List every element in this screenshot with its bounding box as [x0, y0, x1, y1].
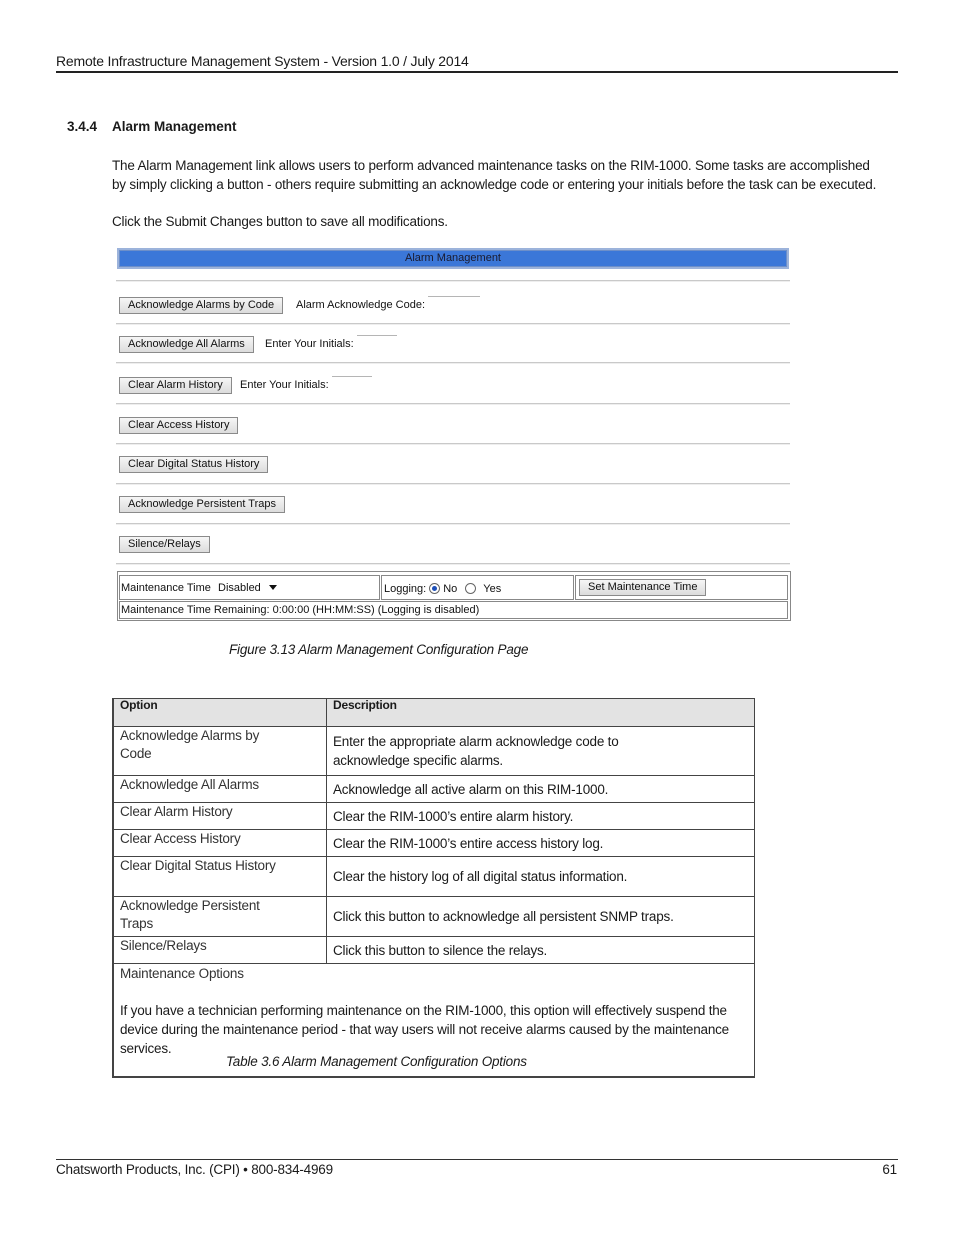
table-row: [113, 830, 755, 857]
option-cell: Acknowledge All Alarms: [113, 776, 327, 803]
row-divider: [116, 523, 790, 525]
section-number: 3.4.4: [67, 119, 98, 134]
maintenance-options-title: Maintenance Options: [120, 966, 244, 981]
table-row: [113, 897, 755, 937]
acknowledge-persistent-traps-button[interactable]: Acknowledge Persistent Traps: [119, 496, 285, 513]
logging-yes-label: Yes: [483, 583, 502, 595]
running-header: Remote Infrastructure Management System - Version 1.0 / July 2014: [56, 53, 469, 69]
figure-title: Alarm Management: [405, 252, 501, 264]
table-caption: Table 3.6 Alarm Management Configuration Options: [226, 1054, 527, 1069]
set-maintenance-time-button[interactable]: Set Maintenance Time: [579, 579, 706, 596]
figure-caption: Figure 3.13 Alarm Management Configuration Page: [229, 642, 529, 657]
logging-cell: [381, 575, 574, 600]
row-divider: [116, 362, 790, 364]
logging-no-radio[interactable]: [429, 583, 440, 594]
description-cell: Clear the history log of all digital status information.: [327, 857, 755, 897]
submit-paragraph: Click the Submit Changes button to save all modifications.: [112, 214, 448, 229]
row-divider: [116, 443, 790, 445]
row-divider: [116, 403, 790, 405]
initials-input[interactable]: [332, 376, 372, 377]
logging-label: Logging:: [384, 583, 427, 595]
option-cell: Clear Digital Status History: [113, 857, 327, 897]
row-divider: [116, 323, 790, 325]
table-row: [113, 776, 755, 803]
intro-paragraph: The Alarm Management link allows users to perform advanced maintenance tasks on the RIM-1000. Some tasks are accomplished by simply clicking a button - others require submitting an acknowledge code or entering your initials before the task can be executed.: [112, 158, 877, 192]
maintenance-time-cell: [119, 575, 380, 600]
row-divider: [116, 280, 790, 282]
maintenance-time-value: Disabled: [218, 582, 261, 594]
table-row: [113, 937, 755, 964]
option-cell: Acknowledge Persistent Traps: [113, 897, 327, 937]
description-cell: Click this button to silence the relays.: [327, 937, 755, 964]
set-time-cell: [575, 575, 788, 600]
footer-company: Chatsworth Products, Inc. (CPI) • 800-834-4969: [56, 1162, 333, 1177]
column-header-option: Option: [113, 699, 327, 727]
table-row: [113, 857, 755, 897]
maintenance-remaining-cell: [119, 601, 788, 619]
table-header-row: [113, 699, 755, 727]
logging-group: [384, 582, 501, 597]
section-title: Alarm Management: [112, 119, 237, 134]
table-row: [113, 803, 755, 830]
acknowledge-all-alarms-button[interactable]: Acknowledge All Alarms: [119, 336, 254, 353]
alarm-ack-code-label: Alarm Acknowledge Code:: [296, 299, 426, 311]
acknowledge-alarms-by-code-button[interactable]: Acknowledge Alarms by Code: [119, 297, 283, 314]
option-cell: Silence/Relays: [113, 937, 327, 964]
table-row: [113, 727, 755, 776]
option-cell: Acknowledge Alarms by Code: [113, 727, 327, 776]
description-cell: Click this button to acknowledge all persistent SNMP traps.: [327, 897, 755, 937]
figure-title-bar: [117, 248, 789, 269]
description-cell: Acknowledge all active alarm on this RIM-1000.: [327, 776, 755, 803]
alarm-ack-code-input[interactable]: [428, 296, 480, 297]
options-table: [112, 698, 755, 1078]
page-number: 61: [882, 1162, 897, 1177]
footer-rule: [56, 1159, 898, 1160]
column-header-description: Description: [327, 699, 755, 727]
option-cell: Clear Access History: [113, 830, 327, 857]
initials-input[interactable]: [357, 335, 397, 336]
description-cell: Clear the RIM-1000’s entire access history log.: [327, 830, 755, 857]
silence-relays-button[interactable]: Silence/Relays: [119, 536, 210, 553]
logging-no-label: No: [443, 583, 458, 595]
header-rule: [56, 71, 898, 73]
logging-yes-radio[interactable]: [465, 583, 476, 594]
description-cell: Clear the RIM-1000’s entire alarm history.: [327, 803, 755, 830]
option-cell: Clear Alarm History: [113, 803, 327, 830]
section-heading: [67, 119, 237, 134]
maintenance-options-text: If you have a technician performing maintenance on the RIM-1000, this option will effectively suspend the device during the maintenance period - that way users will not receive alarms caused by the maintenance services.: [120, 1003, 729, 1056]
initials-label: Enter Your Initials:: [240, 379, 329, 391]
clear-digital-status-history-button[interactable]: Clear Digital Status History: [119, 456, 268, 473]
chevron-down-icon: [269, 585, 277, 590]
description-cell: Enter the appropriate alarm acknowledge code to acknowledge specific alarms.: [327, 727, 755, 776]
initials-label: Enter Your Initials:: [265, 338, 354, 350]
maintenance-remaining-text: Maintenance Time Remaining: 0:00:00 (HH:MM:SS) (Logging is disabled): [121, 604, 480, 616]
alarm-management-figure: [114, 244, 792, 625]
maintenance-time-label: Maintenance Time: [121, 582, 211, 594]
row-divider: [116, 483, 790, 485]
row-divider: [116, 563, 790, 565]
clear-alarm-history-button[interactable]: Clear Alarm History: [119, 377, 232, 394]
maintenance-time-select[interactable]: [218, 581, 277, 596]
clear-access-history-button[interactable]: Clear Access History: [119, 417, 238, 434]
